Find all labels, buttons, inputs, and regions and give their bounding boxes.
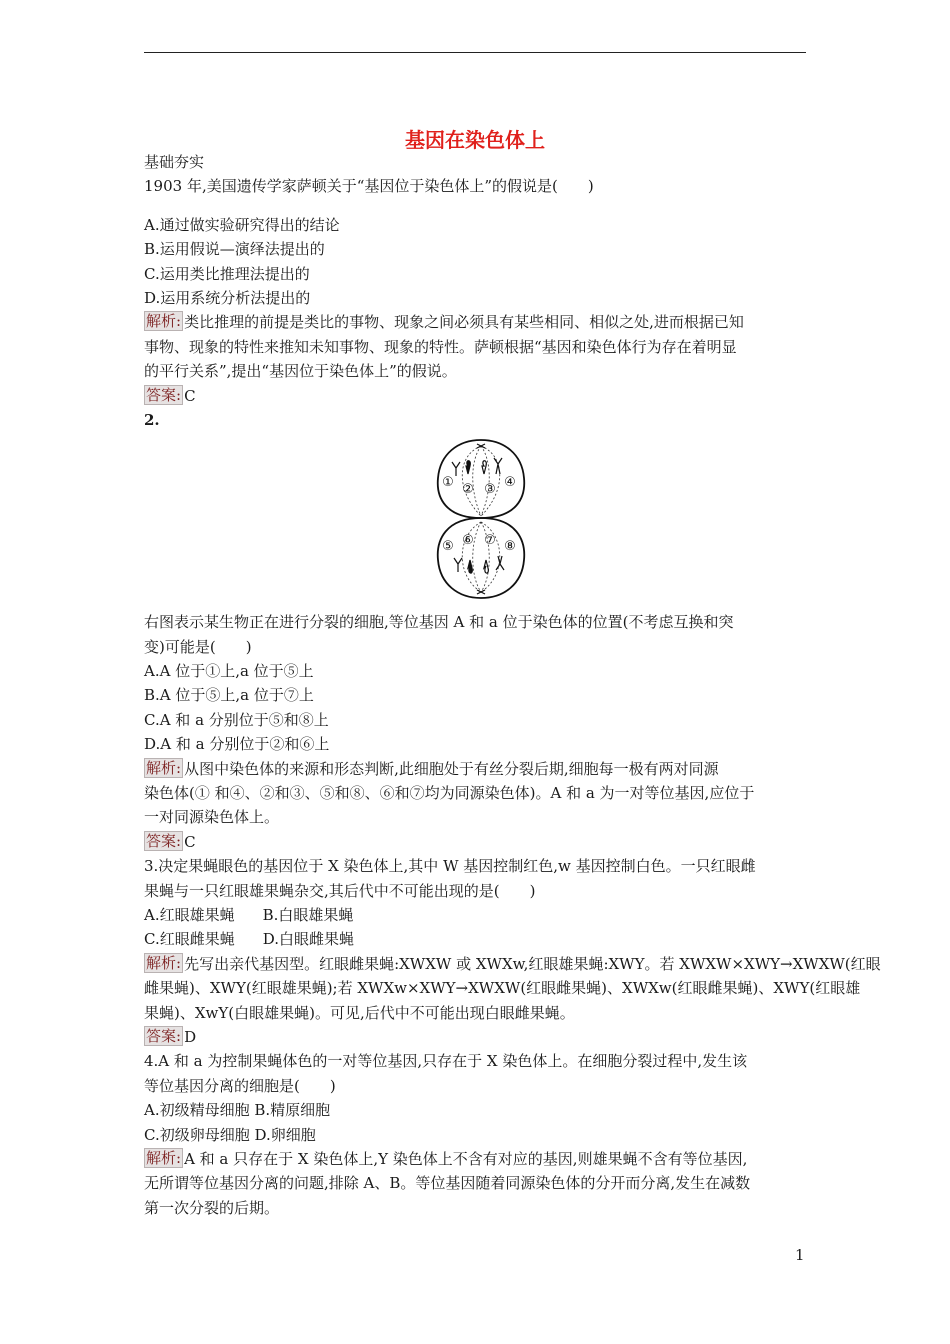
q1-option-b: B.运用假说—演绎法提出的 xyxy=(144,240,325,259)
q3-stem-line-2: 果蝇与一只红眼雄果蝇杂交,其后代中不可能出现的是( ) xyxy=(144,881,536,900)
q2-answer: 答案: C xyxy=(146,831,196,851)
label-6: ⑥ xyxy=(462,533,474,549)
cell-division-figure xyxy=(144,432,808,610)
q2-analysis-line-2: 染色体(① 和④、②和③、⑤和⑧、⑥和⑦均为同源染色体)。A 和 a 为一对等位基因,应位于 xyxy=(144,784,755,803)
header-rule xyxy=(144,52,806,53)
q3-answer: 答案: D xyxy=(146,1026,197,1046)
label-2: ② xyxy=(462,482,474,498)
q3-analysis-line-2: 雌果蝇)、XWY(红眼雄果蝇);若 XWXw×XWY→XWXW(红眼雌果蝇)、XWXw(红眼雌果蝇)、XWY(红眼雄 xyxy=(144,979,861,998)
answer-tag: 答案: xyxy=(146,1026,182,1045)
q1-answer: 答案: C xyxy=(146,385,196,405)
analysis-tag: 解析: xyxy=(146,1148,182,1167)
q1-analysis-line-2: 事物、现象的特性来推知未知事物、现象的特性。萨顿根据“基因和染色体行为存在着明显 xyxy=(144,337,737,356)
q4-stem-line-2: 等位基因分离的细胞是( ) xyxy=(144,1076,336,1095)
label-1: ① xyxy=(442,475,454,491)
cell-diagram xyxy=(426,436,536,602)
q2-stem-line-2: 变)可能是( ) xyxy=(144,637,252,656)
q4-options-row-2: C.初级卵母细胞 D.卵细胞 xyxy=(144,1125,316,1144)
label-3: ③ xyxy=(484,482,496,498)
answer-tag: 答案: xyxy=(146,385,182,404)
q2-number: 2. xyxy=(144,410,160,429)
q4-analysis-line-2: 无所谓等位基因分离的问题,排除 A、B。等位基因随着同源染色体的分开而分离,发生在减数 xyxy=(144,1174,751,1193)
q1-option-d: D.运用系统分析法提出的 xyxy=(144,288,311,307)
q2-stem-line-1: 右图表示某生物正在进行分裂的细胞,等位基因 A 和 a 位于染色体的位置(不考虑互换和突 xyxy=(144,613,734,632)
q2-option-d: D.A 和 a 分别位于②和⑥上 xyxy=(144,735,330,754)
answer-tag: 答案: xyxy=(146,831,182,850)
q4-analysis-line-1: 解析: A 和 a 只存在于 X 染色体上,Y 染色体上不含有对应的基因,则雄果蝇不含有等位基因, xyxy=(146,1148,748,1168)
q1-analysis-line-1: 解析: 类比推理的前提是类比的事物、现象之间必须具有某些相同、相似之处,进而根据已知 xyxy=(146,312,744,332)
q2-option-b: B.A 位于⑤上,a 位于⑦上 xyxy=(144,686,314,705)
q3-stem-line-1: 3.决定果蝇眼色的基因位于 X 染色体上,其中 W 基因控制红色,w 基因控制白色。一只红眼雌 xyxy=(144,857,756,876)
q2-analysis-line-1: 解析: 从图中染色体的来源和形态判断,此细胞处于有丝分裂后期,细胞每一极有两对同源 xyxy=(146,758,719,778)
label-4: ④ xyxy=(504,475,516,491)
q1-option-c: C.运用类比推理法提出的 xyxy=(144,264,310,283)
q2-analysis-line-3: 一对同源染色体上。 xyxy=(144,808,280,827)
analysis-tag: 解析: xyxy=(146,953,182,972)
label-5: ⑤ xyxy=(442,539,454,555)
content-body xyxy=(144,150,881,1220)
section-heading: 基础夯实 xyxy=(144,153,205,171)
q2-option-a: A.A 位于①上,a 位于⑤上 xyxy=(144,662,314,681)
q3-options-row-2: C.红眼雌果蝇 D.白眼雌果蝇 xyxy=(144,930,354,949)
q1-stem: 1903 年,美国遗传学家萨顿关于“基因位于染色体上”的假说是( ) xyxy=(144,177,594,196)
page-number: 1 xyxy=(795,1246,805,1264)
q4-options-row-1: A.初级精母细胞 B.精原细胞 xyxy=(144,1101,331,1120)
analysis-tag: 解析: xyxy=(146,312,182,331)
q1-analysis-line-3: 的平行关系”,提出“基因位于染色体上”的假说。 xyxy=(144,362,457,381)
q4-stem-line-1: 4.A 和 a 为控制果蝇体色的一对等位基因,只存在于 X 染色体上。在细胞分裂过程中,发生该 xyxy=(144,1052,748,1071)
label-8: ⑧ xyxy=(504,539,516,555)
analysis-tag: 解析: xyxy=(146,758,182,777)
q4-analysis-line-3: 第一次分裂的后期。 xyxy=(144,1198,280,1217)
q3-analysis-line-1: 解析: 先写出亲代基因型。红眼雌果蝇:XWXW 或 XWXw,红眼雄果蝇:XWY。若 XWXW×XWY→XWXW(红眼 xyxy=(146,953,881,973)
q1-option-a: A.通过做实验研究得出的结论 xyxy=(144,215,340,234)
page-title: 基因在染色体上 xyxy=(405,128,545,152)
q3-options-row-1: A.红眼雄果蝇 B.白眼雄果蝇 xyxy=(144,905,354,924)
label-7: ⑦ xyxy=(484,533,496,549)
q3-analysis-line-3: 果蝇)、XwY(白眼雄果蝇)。可见,后代中不可能出现白眼雌果蝇。 xyxy=(144,1003,575,1022)
q2-option-c: C.A 和 a 分别位于⑤和⑧上 xyxy=(144,710,329,729)
